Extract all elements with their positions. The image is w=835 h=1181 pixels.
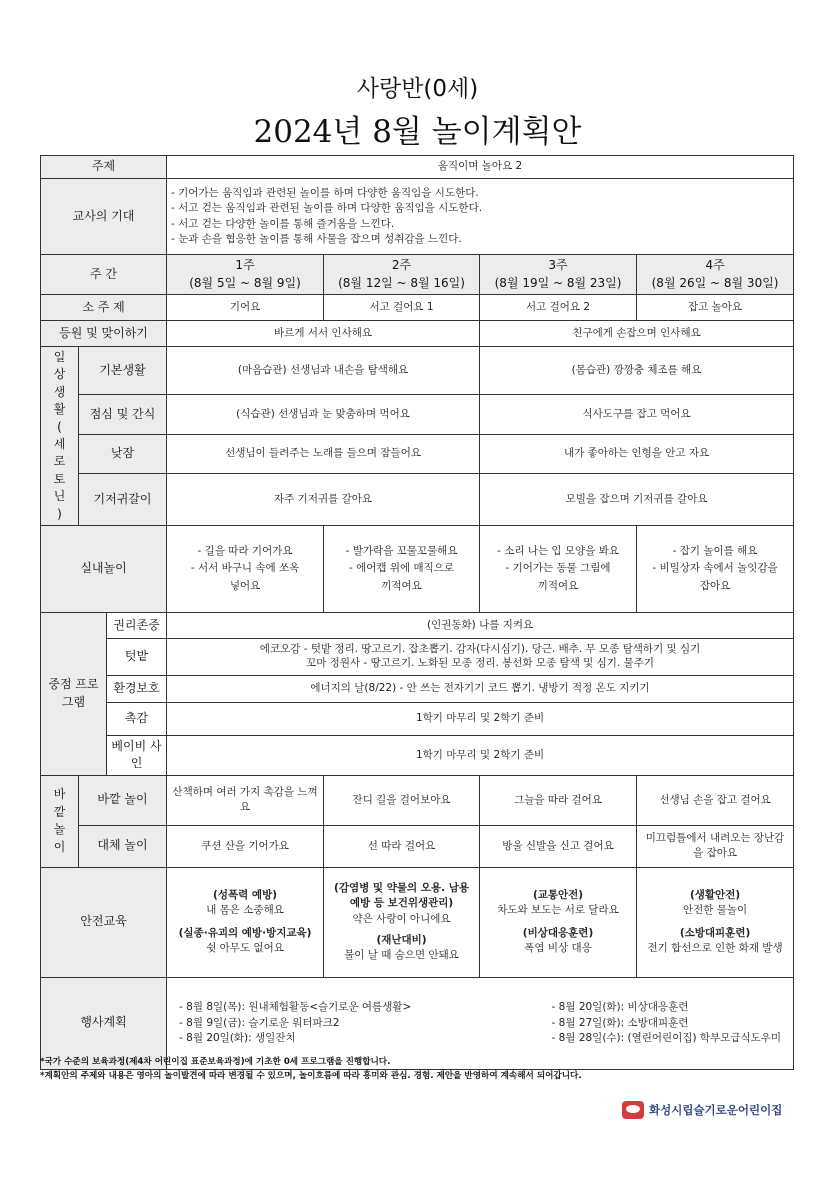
- daycare-logo: [622, 1098, 782, 1122]
- daily-life-row: [41, 347, 794, 395]
- events-left-column: [179, 1000, 411, 1046]
- teacher-expectation-row: [41, 179, 794, 255]
- garden-label: 텃밭: [107, 638, 167, 675]
- event-item: - 8월 27일(화): 소방대피훈련: [551, 1016, 689, 1029]
- activity-line: 넣어요: [229, 579, 261, 592]
- events-label: 행사계획: [41, 977, 167, 1069]
- play-plan-table: [40, 155, 794, 1070]
- week-2-header: [324, 255, 480, 295]
- vertical-char: 세: [53, 436, 66, 451]
- alternative-week-1: 쿠션 산을 기어가요: [167, 825, 324, 867]
- week-name: 4주: [705, 258, 725, 273]
- week-3-header: [480, 255, 637, 295]
- baby-sign-label: 베이비 사인: [107, 735, 167, 775]
- theme-value: 움직이며 놀아요 2: [167, 156, 794, 179]
- alternative-week-2: 선 따라 걸어요: [324, 825, 480, 867]
- safety-heading: (비상대응훈련): [522, 927, 594, 940]
- outdoor-group-label: [41, 775, 79, 867]
- subtheme-week-3: 서고 걸어요 2: [480, 295, 637, 321]
- arrival-first-half: 바르게 서서 인사해요: [167, 321, 480, 347]
- events-columns: [171, 1000, 789, 1046]
- indoor-play-week-3: [480, 525, 637, 612]
- environment-content: 에너지의 날(8/22) - 안 쓰는 전자기기 코드 뽑기. 냉방기 적정 온도 지키기: [167, 675, 794, 702]
- theme-row: [41, 156, 794, 179]
- outdoor-play-row: [41, 775, 794, 825]
- vertical-char: 활: [53, 402, 66, 417]
- environment-label: 환경보호: [107, 675, 167, 702]
- weeks-label: 주 간: [41, 255, 167, 295]
- activity-line: - 소리 나는 입 모양을 봐요: [497, 545, 619, 558]
- focus-program-label: 중점 프로그램: [41, 612, 107, 775]
- nap-row: [41, 434, 794, 473]
- basic-life-second-half: (몸습관) 깡깡충 체조를 해요: [480, 347, 794, 395]
- activity-line: - 비밀상자 속에서 놀잇감을: [652, 562, 778, 575]
- subtheme-week-2: 서고 걸어요 1: [324, 295, 480, 321]
- vertical-char: 토: [53, 471, 66, 486]
- expectation-item: - 서고 걷는 다양한 놀이를 통해 즐거움을 느낀다.: [171, 217, 395, 230]
- indoor-play-label: 실내놀이: [41, 525, 167, 612]
- safety-text: 쉿 아무도 없어요: [206, 942, 284, 955]
- footnote: *국가 수준의 보육과정(제4차 어린이집 표준보육과정)에 기초한 0세 프로그램을 진행합니다.: [40, 1057, 391, 1067]
- rights-content: (인권동화) 나를 지켜요: [167, 612, 794, 638]
- outdoor-week-1: 산책하며 여러 가지 촉감을 느껴요: [167, 775, 324, 825]
- teacher-expectation-label: 교사의 기대: [41, 179, 167, 255]
- nap-first-half: 선생님이 들려주는 노래를 들으며 잠들어요: [167, 434, 480, 473]
- touch-row: [41, 702, 794, 735]
- expectation-item: - 눈과 손을 협응한 놀이를 통해 사물을 잡으며 성취감을 느낀다.: [171, 232, 462, 245]
- safety-heading: (실종·유괴의 예방·방지교육): [178, 927, 312, 940]
- week-range: (8월 5일 ~ 8월 9일): [189, 275, 301, 290]
- alternative-play-row: [41, 825, 794, 867]
- garden-line: 에코오감 - 텃밭 정리. 땅고르기. 잡초뽑기. 감자(다시심기). 당근. 배추. 무 모종 탐색하기 및 심기: [259, 643, 701, 656]
- activity-line: 끼적여요: [537, 579, 579, 592]
- outdoor-week-4: 선생님 손을 잡고 걸어요: [637, 775, 794, 825]
- alternative-week-3: 방울 신발을 신고 걸어요: [480, 825, 637, 867]
- safety-heading: (재난대비): [376, 933, 427, 946]
- indoor-play-week-4: [637, 525, 794, 612]
- class-name: 사랑반(0세): [356, 76, 479, 102]
- meal-row: [41, 395, 794, 435]
- vertical-char: 일: [53, 350, 66, 364]
- nap-label: 낮잠: [79, 434, 167, 473]
- arrival-row: [41, 321, 794, 347]
- safety-heading: (소방대피훈련): [679, 927, 751, 940]
- footnote: *계획안의 주제와 내용은 영아의 놀이발견에 따라 변경될 수 있으며, 놀이흐름에 따라 흥미와 관심. 경험. 제안을 반영하여 계속해서 되어갑니다.: [40, 1071, 582, 1081]
- daily-life-group-label: [41, 347, 79, 526]
- meal-second-half: 식사도구를 잡고 먹어요: [480, 395, 794, 435]
- subtheme-week-1: 기어요: [167, 295, 324, 321]
- safety-week-2: [324, 867, 480, 977]
- safety-text: 약은 사랑이 아니에요: [352, 912, 451, 925]
- baby-sign-row: [41, 735, 794, 775]
- activity-line: - 발가락을 꼬물꼬물해요: [345, 545, 458, 558]
- garden-content: [167, 638, 794, 675]
- safety-week-1: [167, 867, 324, 977]
- vertical-char: 깥: [53, 804, 66, 819]
- vertical-char: 상: [53, 367, 66, 382]
- subtheme-row: [41, 295, 794, 321]
- safety-heading: (교통안전): [532, 888, 584, 901]
- logo-icon: [622, 1101, 644, 1119]
- subtheme-week-4: 잡고 놀아요: [637, 295, 794, 321]
- meal-first-half: (식습관) 선생님과 눈 맞춤하며 먹어요: [167, 395, 480, 435]
- subtheme-label: 소 주 제: [41, 295, 167, 321]
- events-right-column: [552, 1000, 782, 1046]
- safety-text: 불이 날 때 숨으면 안돼요: [344, 949, 459, 962]
- week-1-header: [167, 255, 324, 295]
- touch-content: 1학기 마무리 및 2학기 준비: [167, 702, 794, 735]
- theme-label: 주제: [41, 156, 167, 179]
- safety-heading: (생활안전): [689, 888, 741, 901]
- week-4-header: [637, 255, 794, 295]
- safety-text: 전기 합선으로 인한 화재 발생: [647, 942, 783, 955]
- garden-row: [41, 638, 794, 675]
- weeks-row: [41, 255, 794, 295]
- activity-line: 잡아요: [699, 579, 731, 592]
- vertical-char: 바: [53, 787, 66, 802]
- week-range: (8월 12일 ~ 8월 16일): [338, 275, 465, 290]
- baby-sign-content: 1학기 마무리 및 2학기 준비: [167, 735, 794, 775]
- activity-line: - 서서 바구니 속에 쏘옥: [190, 562, 300, 575]
- event-item: - 8월 28일(수): (열린어린이집) 학부모급식도우미: [551, 1031, 782, 1044]
- diaper-second-half: 모빌을 잡으며 기저귀를 갈아요: [480, 473, 794, 525]
- diaper-first-half: 자주 기저귀를 갈아요: [167, 473, 480, 525]
- safety-week-4: [637, 867, 794, 977]
- event-item: - 8월 9일(금): 슬기로운 워터파크2: [179, 1016, 340, 1029]
- outdoor-week-3: 그늘을 따라 걸어요: [480, 775, 637, 825]
- garden-line: 꼬마 정원사 - 땅고르기. 노화된 모종 정리. 봉선화 모종 탐색 및 심기. 물주기: [306, 656, 655, 669]
- vertical-char: 생: [53, 384, 66, 399]
- safety-row: [41, 867, 794, 977]
- basic-life-first-half: (마음습관) 선생님과 내손을 탐색해요: [167, 347, 480, 395]
- vertical-char: 닌: [53, 489, 66, 504]
- teacher-expectation-list: [167, 179, 794, 255]
- vertical-char: ): [57, 506, 62, 521]
- safety-text: 안전한 물놀이: [682, 903, 748, 916]
- outdoor-week-2: 잔디 길을 걸어보아요: [324, 775, 480, 825]
- indoor-play-week-1: [167, 525, 324, 612]
- week-range: (8월 19일 ~ 8월 23일): [494, 275, 622, 290]
- safety-label: 안전교육: [41, 867, 167, 977]
- week-name: 3주: [548, 258, 568, 273]
- vertical-char: 놀: [53, 822, 66, 837]
- diaper-label: 기저귀갈이: [79, 473, 167, 525]
- activity-line: - 길을 따라 기어가요: [197, 545, 293, 558]
- diaper-row: [41, 473, 794, 525]
- safety-text: 내 몸은 소중해요: [206, 903, 284, 916]
- safety-text: 차도와 보도는 서로 달라요: [497, 903, 619, 916]
- event-item: - 8월 20일(화): 비상대응훈련: [551, 1001, 689, 1014]
- basic-life-label: 기본생활: [79, 347, 167, 395]
- activity-line: - 잡기 놀이를 해요: [672, 545, 758, 558]
- rights-label: 권리존중: [107, 612, 167, 638]
- environment-row: [41, 675, 794, 702]
- week-name: 1주: [235, 258, 255, 273]
- safety-week-3: [480, 867, 637, 977]
- activity-line: - 기어가는 동물 그림에: [505, 562, 611, 575]
- alternative-play-label: 대체 놀이: [79, 825, 167, 867]
- activity-line: - 에어캡 위에 매직으로: [348, 562, 455, 575]
- nap-second-half: 내가 좋아하는 인형을 안고 자요: [480, 434, 794, 473]
- indoor-play-row: [41, 525, 794, 612]
- arrival-second-half: 친구에게 손잡으며 인사해요: [480, 321, 794, 347]
- expectation-item: - 기어가는 움직임과 관련된 놀이를 하며 다양한 움직임을 시도한다.: [171, 187, 479, 200]
- arrival-label: 등원 및 맞이하기: [41, 321, 167, 347]
- safety-heading: (성폭력 예방): [213, 888, 278, 901]
- outdoor-play-label: 바깥 놀이: [79, 775, 167, 825]
- event-item: - 8월 20일(화): 생일잔치: [179, 1031, 296, 1044]
- logo-name: 화성시립슬기로운어린이집: [649, 1103, 783, 1117]
- page-title: 2024년 8월 놀이계획안: [253, 114, 582, 150]
- vertical-char: 이: [53, 839, 66, 854]
- indoor-play-week-2: [324, 525, 480, 612]
- rights-row: [41, 612, 794, 638]
- safety-heading: (감염병 및 약물의 오용. 남용 예방 등 보건위생관리): [334, 882, 470, 910]
- touch-label: 촉감: [107, 702, 167, 735]
- alternative-week-4: 미끄럼틀에서 내려오는 장난감을 잡아요: [637, 825, 794, 867]
- vertical-char: (: [57, 419, 62, 434]
- event-item: - 8월 8일(목): 원내체험활동<슬기로운 여름생활>: [179, 1001, 412, 1014]
- week-range: (8월 26일 ~ 8월 30일): [651, 275, 779, 290]
- safety-text: 폭염 비상 대응: [524, 942, 592, 955]
- meal-label: 점심 및 간식: [79, 395, 167, 435]
- activity-line: 끼적여요: [381, 579, 422, 592]
- vertical-char: 로: [53, 454, 66, 469]
- expectation-item: - 서고 걷는 움직임과 관련된 놀이를 하며 다양한 움직임을 시도한다.: [171, 202, 483, 215]
- week-name: 2주: [391, 258, 412, 273]
